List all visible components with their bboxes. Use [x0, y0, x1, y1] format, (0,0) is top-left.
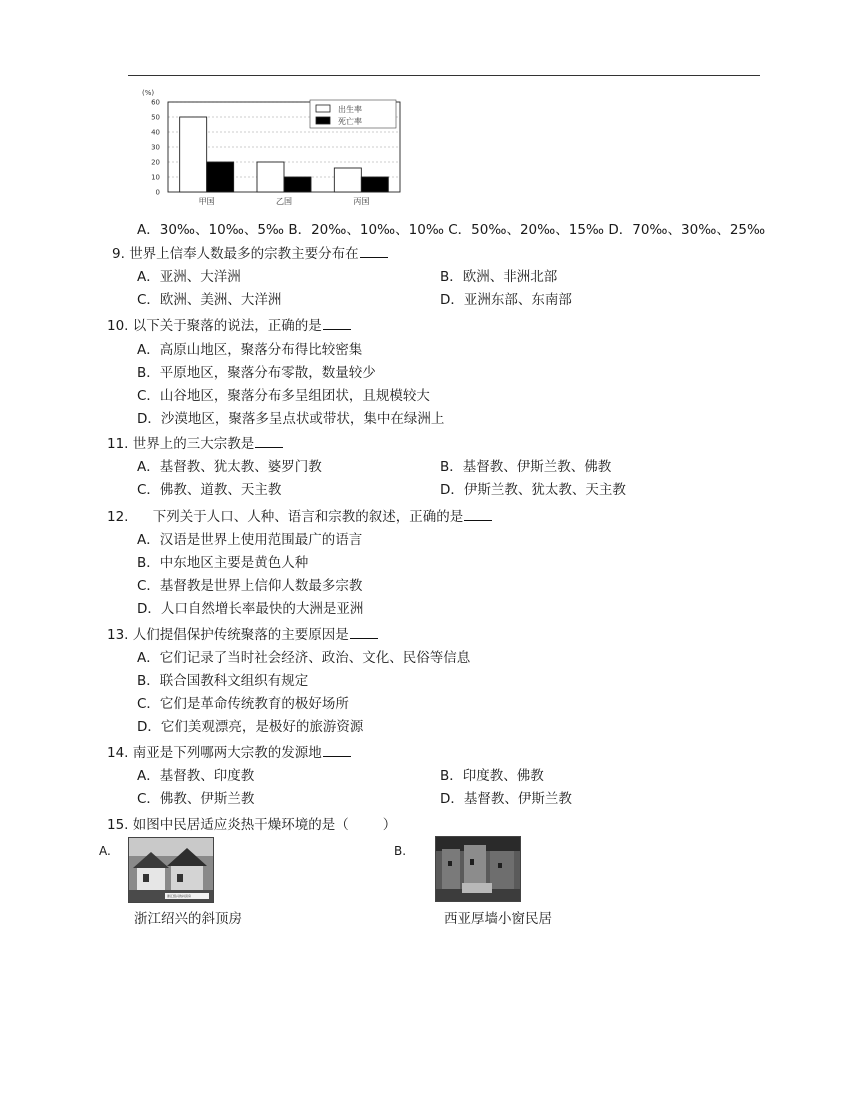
question-number: 12. — [107, 509, 129, 525]
header-rule — [128, 75, 760, 76]
image-b-label: B. — [394, 844, 407, 858]
question-15 — [107, 816, 396, 834]
q8-options: A．30‰、10‰、5‰ B．20‰、10‰、10‰ C．50‰、20‰、15‰ D．70‰、30‰、25‰ — [137, 222, 766, 238]
legend-label: 出生率 — [338, 105, 362, 114]
bar-birth-rate — [180, 117, 207, 192]
option-c: C．佛教、道教、天主教 — [137, 482, 282, 498]
answer-blank — [360, 245, 388, 258]
legend-swatch — [316, 105, 330, 112]
question-number: 11. — [107, 436, 129, 452]
question-number: 10. — [107, 318, 129, 334]
photo-b-thick-wall-dwelling — [435, 836, 521, 902]
option-c: C．基督教是世界上信仰人数最多宗教 — [137, 578, 363, 594]
option-b: B．基督教、伊斯兰教、佛教 — [440, 459, 612, 475]
photo-b-drawing — [436, 837, 520, 902]
option-d: D．它们美观漂亮，是极好的旅游资源 — [137, 719, 364, 735]
question-9 — [112, 245, 388, 263]
answer-blank — [255, 435, 283, 448]
option-a: A．汉语是世界上使用范围最广的语言 — [137, 532, 363, 548]
y-tick-label: 40 — [151, 128, 160, 137]
question-12 — [107, 508, 492, 526]
y-tick-label: 0 — [155, 188, 160, 197]
question-text: 世界上的三大宗教是 — [132, 436, 255, 452]
bar-death-rate — [361, 177, 388, 192]
question-text: 如图中民居适应炎热干燥环境的是（ — [132, 817, 349, 833]
question-text: 下列关于人口、人种、语言和宗教的叙述，正确的是 — [152, 509, 464, 525]
option-d: D．亚洲东部、东南部 — [440, 292, 572, 308]
legend-swatch — [316, 117, 330, 124]
question-text: 人们提倡保护传统聚落的主要原因是 — [132, 627, 349, 643]
option-b: B．中东地区主要是黄色人种 — [137, 555, 309, 571]
y-tick-label: 50 — [151, 113, 160, 122]
y-tick-label: 60 — [151, 98, 160, 107]
answer-blank — [464, 508, 492, 521]
option-b: B．联合国教科文组织有规定 — [137, 673, 309, 689]
legend-label: 死亡率 — [338, 117, 362, 126]
answer-blank — [350, 626, 378, 639]
option-c: C．佛教、伊斯兰教 — [137, 791, 255, 807]
y-tick-label: 20 — [151, 158, 160, 167]
question-number: 13. — [107, 627, 129, 643]
question-11 — [107, 435, 283, 453]
option-d: D．沙漠地区，聚落多呈点状或带状，集中在绿洲上 — [137, 411, 445, 427]
image-a-label: A. — [99, 844, 111, 858]
option-a: A．高原山地区，聚落分布得比较密集 — [137, 342, 363, 358]
bar-death-rate — [207, 162, 234, 192]
photo-a-caption: 浙江绍兴的斜顶房 — [167, 894, 192, 898]
option-b: B．印度教、佛教 — [440, 768, 544, 784]
x-tick-label: 丙国 — [353, 197, 370, 206]
option-c: C．欧洲、美洲、大洋洲 — [137, 292, 282, 308]
option-a: A．基督教、犹太教、婆罗门教 — [137, 459, 322, 475]
option-b: B．平原地区，聚落分布零散，数量较少 — [137, 365, 376, 381]
y-tick-label: 30 — [151, 143, 160, 152]
question-number: 14. — [107, 745, 129, 761]
photo-a-drawing — [129, 838, 213, 902]
option-a: A．亚洲、大洋洲 — [137, 269, 241, 285]
option-a: A．基督教、印度教 — [137, 768, 255, 784]
image-b-caption: 西亚厚墙小窗民居 — [444, 911, 552, 927]
x-tick-label: 乙国 — [276, 197, 292, 206]
question-10 — [107, 317, 351, 335]
bar-death-rate — [284, 177, 311, 192]
photo-a-sloped-roof-house — [128, 837, 214, 903]
question-text-end: ） — [382, 817, 397, 833]
question-number: 15. — [107, 817, 129, 833]
option-d: D．人口自然增长率最快的大洲是亚洲 — [137, 601, 364, 617]
option-a: A．它们记录了当时社会经济、政治、文化、民俗等信息 — [137, 650, 471, 666]
birth-death-rate-chart — [138, 88, 408, 212]
option-c: C．它们是革命传统教育的极好场所 — [137, 696, 349, 712]
y-unit-label: (%) — [142, 89, 155, 97]
image-a-caption: 浙江绍兴的斜顶房 — [134, 911, 242, 927]
option-d: D．伊斯兰教、犹太教、天主教 — [440, 482, 626, 498]
question-text: 南亚是下列哪两大宗教的发源地 — [132, 745, 322, 761]
option-d: D．基督教、伊斯兰教 — [440, 791, 572, 807]
answer-blank — [323, 317, 351, 330]
question-13 — [107, 626, 378, 644]
answer-blank — [323, 744, 351, 757]
option-c: C．山谷地区，聚落分布多呈组团状，且规模较大 — [137, 388, 430, 404]
x-tick-label: 甲国 — [198, 197, 215, 206]
question-text: 世界上信奉人数最多的宗教主要分布在 — [129, 246, 359, 262]
bar-birth-rate — [334, 168, 361, 192]
y-tick-label: 10 — [151, 173, 160, 182]
question-number: 9. — [112, 246, 125, 262]
question-14 — [107, 744, 351, 762]
bar-birth-rate — [257, 162, 284, 192]
option-b: B．欧洲、非洲北部 — [440, 269, 558, 285]
question-text: 以下关于聚落的说法，正确的是 — [132, 318, 322, 334]
